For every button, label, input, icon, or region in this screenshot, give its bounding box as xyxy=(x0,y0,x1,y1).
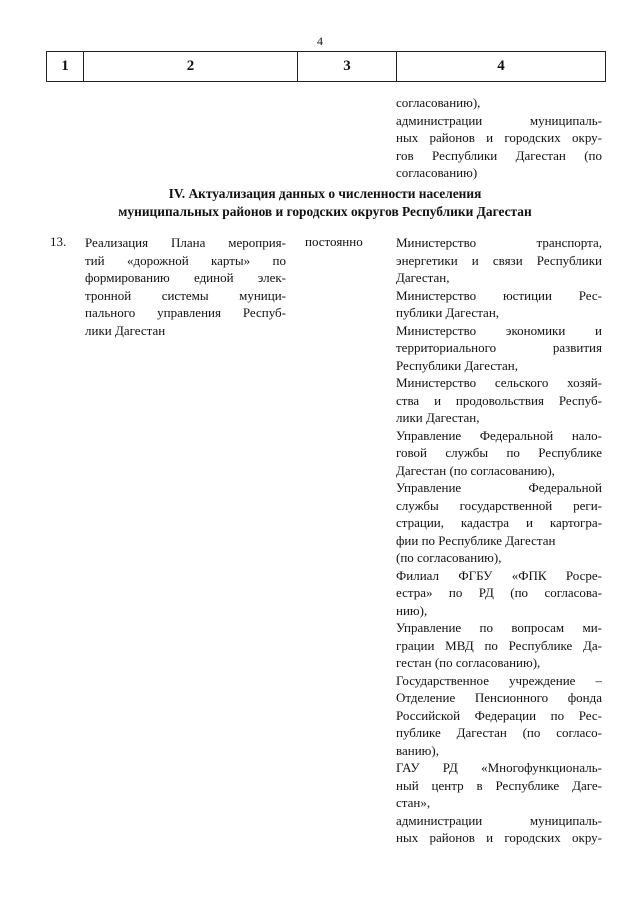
task-line: Реализация Плана мероприя- xyxy=(85,235,286,250)
executor-line: Управление по вопросам ми- xyxy=(396,620,602,635)
executor-line: Министерство сельского хозяй- xyxy=(396,375,602,390)
executor-line: Министерство юстиции Рес- xyxy=(396,287,602,303)
task-line: тий «дорожной карты» по xyxy=(85,252,286,268)
term: постоянно xyxy=(305,234,363,249)
table-header xyxy=(46,51,606,82)
executor-line: говой службы по Республике xyxy=(396,445,602,460)
continued-executor-line: ных районов и городских окру- xyxy=(396,130,602,145)
task-line: пального управления Респуб- xyxy=(85,305,286,320)
page-number: 4 xyxy=(317,34,323,48)
continued-executor-line: администрации муниципаль- xyxy=(396,112,602,128)
section-title-line: IV. Актуализация данных о численности населения xyxy=(168,186,482,201)
task-description xyxy=(85,234,286,339)
executor-line: естра» по РД (по согласова- xyxy=(396,585,602,600)
task-line: формированию единой элек- xyxy=(85,270,286,285)
column-header-4: 4 xyxy=(397,52,606,82)
executor-line: фии по Республике Дагестан xyxy=(396,532,556,548)
executor-line: Российской Федерации по Рес- xyxy=(396,707,602,723)
executor-line: страции, кадастра и картогра- xyxy=(396,515,602,530)
executor-line: Филиал ФГБУ «ФПК Росре- xyxy=(396,567,602,583)
executor-line: Отделение Пенсионного фонда xyxy=(396,690,602,705)
section-title xyxy=(46,185,604,221)
task-line: тронной системы муници- xyxy=(85,287,286,303)
executor-line: грации МВД по Республике Да- xyxy=(396,637,602,653)
executor-line: ный центр в Республике Даге- xyxy=(396,777,602,793)
continued-executor-line: согласованию), xyxy=(396,95,481,110)
executor-line: лики Дагестан, xyxy=(396,410,480,425)
row-number: 13. xyxy=(50,234,67,249)
continued-executors xyxy=(396,94,602,182)
executor-line: Республики Дагестан, xyxy=(396,357,518,373)
continued-executor-line: согласованию) xyxy=(396,165,478,180)
column-header-2: 2 xyxy=(84,52,298,82)
executor-line: ных районов и городских окру- xyxy=(396,830,602,845)
executor-line: Дагестан (по согласованию), xyxy=(396,462,555,478)
executor-line: энергетики и связи Республики xyxy=(396,252,602,268)
executor-line: публике Дагестан (по согласо- xyxy=(396,725,602,740)
executor-line: Министерство экономики и xyxy=(396,322,602,338)
continued-executor-line: гов Республики Дагестан (по xyxy=(396,147,602,163)
executor-line: службы государственной реги- xyxy=(396,497,602,513)
task-line: лики Дагестан xyxy=(85,322,166,338)
column-header-1: 1 xyxy=(47,52,84,82)
executor-line: нию), xyxy=(396,602,428,618)
executor-line: территориального развития xyxy=(396,340,602,355)
executor-line: гестан (по согласованию), xyxy=(396,655,541,670)
executor-line: (по согласованию), xyxy=(396,550,502,565)
executor-line: Министерство транспорта, xyxy=(396,235,602,250)
executor-line: публики Дагестан, xyxy=(396,305,500,320)
executor-line: ства и продовольствия Респуб- xyxy=(396,392,602,408)
executor-line: Государственное учреждение – xyxy=(396,672,602,688)
executor-line: администрации муниципаль- xyxy=(396,812,602,828)
section-title-line: муниципальных районов и городских округов Республики Дагестан xyxy=(118,204,532,219)
executor-line: стан», xyxy=(396,795,431,810)
executor-line: Управление Федеральной xyxy=(396,480,602,495)
executor-line: ванию), xyxy=(396,742,439,758)
executors-list xyxy=(396,234,602,847)
executor-line: ГАУ РД «Многофункциональ- xyxy=(396,760,602,775)
executor-line: Дагестан, xyxy=(396,270,450,285)
executor-line: Управление Федеральной нало- xyxy=(396,427,602,443)
column-header-3: 3 xyxy=(298,52,397,82)
